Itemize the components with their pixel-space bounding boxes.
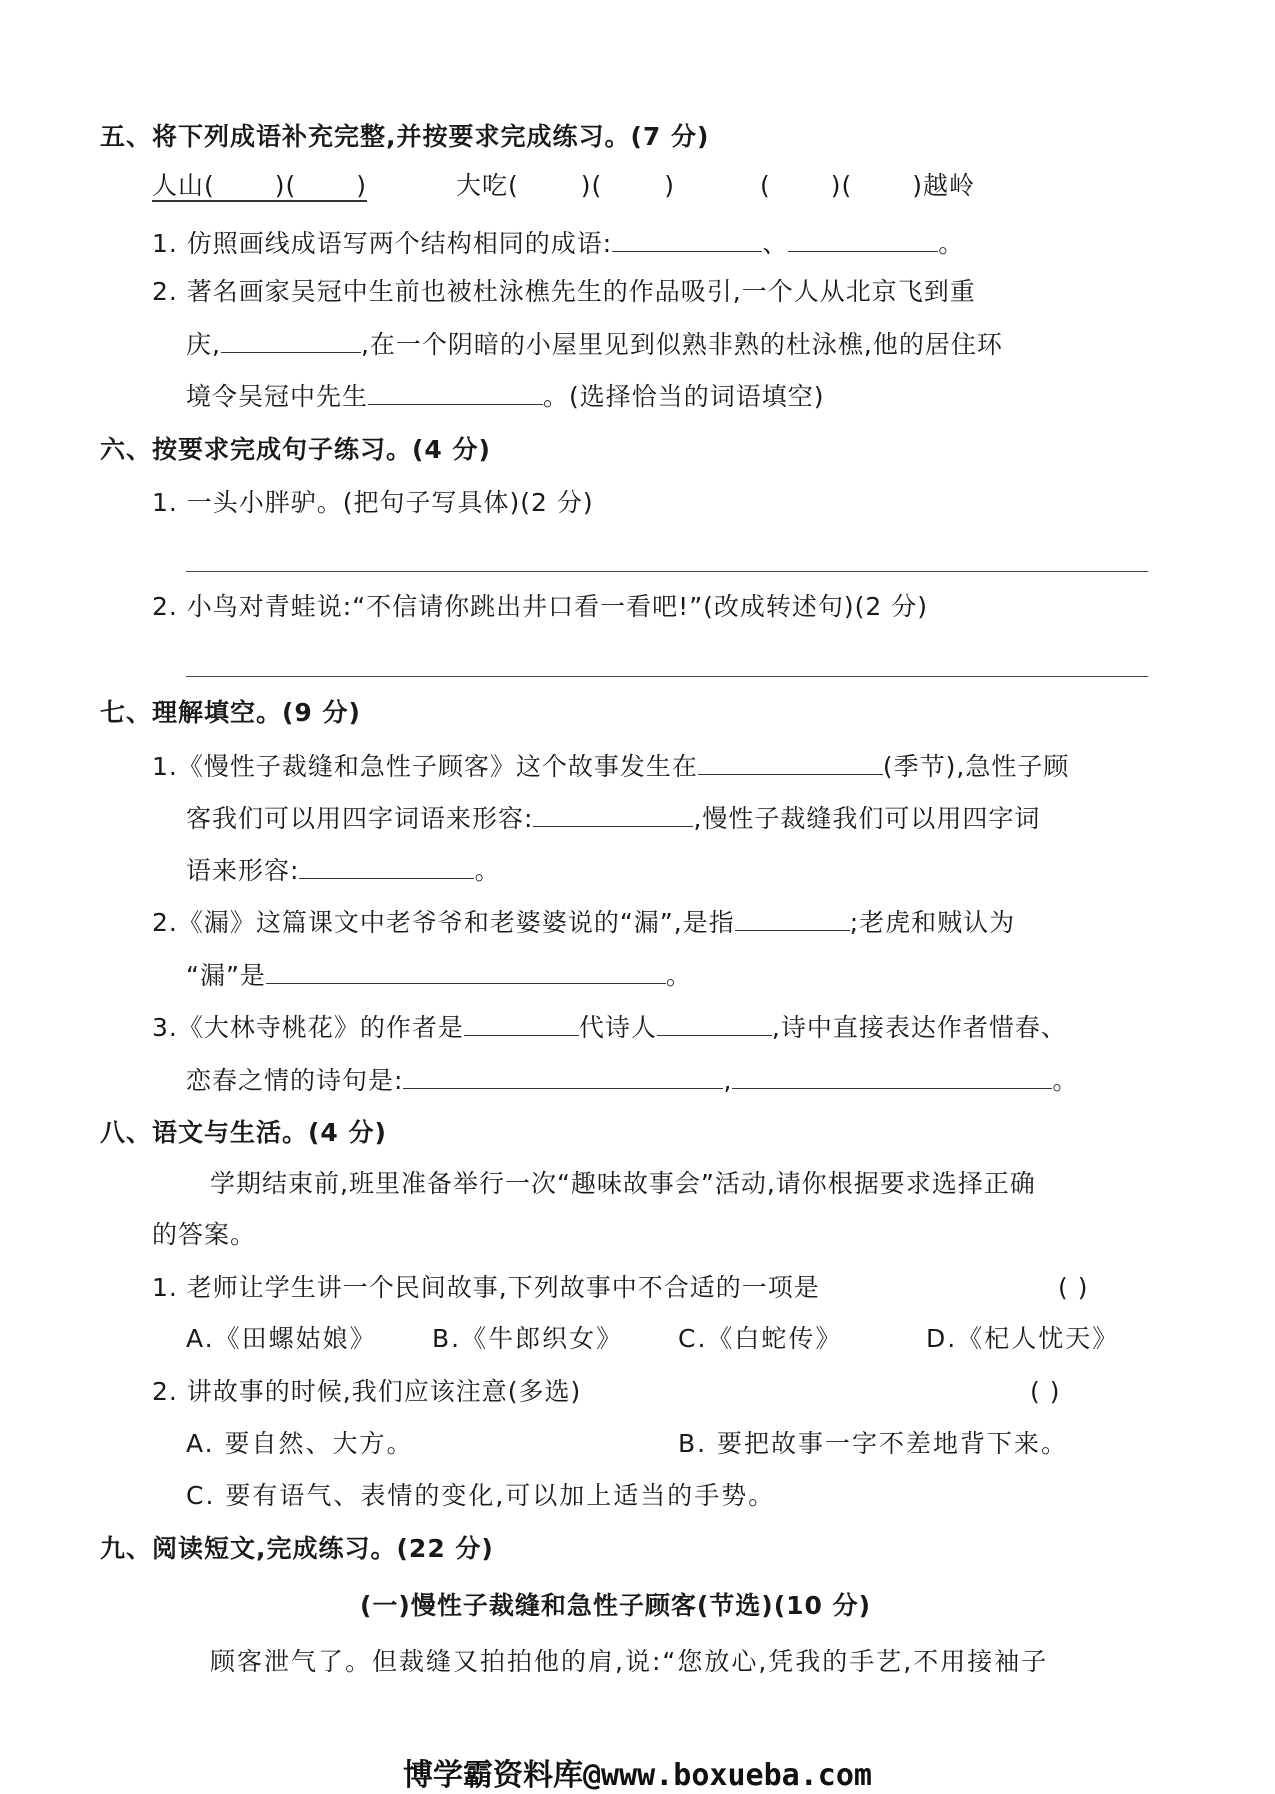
idiom-2: 大吃( )( ) [456, 171, 676, 200]
section8-q1: 1. 老师让学生讲一个民间故事,下列故事中不合适的一项是 [152, 1273, 820, 1302]
answer-blank[interactable] [657, 1011, 772, 1036]
answer-blank[interactable] [612, 227, 762, 252]
answer-blank[interactable] [299, 854, 474, 879]
section7-q2-line1: 2.《漏》这篇课文中老爷爷和老婆婆说的“漏”,是指 ;老虎和贼认为 [152, 908, 1016, 937]
section7-title: 七、理解填空。(9 分) [100, 698, 361, 727]
answer-blank[interactable] [403, 1064, 723, 1089]
section5-q2-line3: 境令吴冠中先生 。(选择恰当的词语填空) [186, 382, 825, 411]
answer-blank[interactable] [266, 959, 666, 984]
section5-title: 五、将下列成语补充完整,并按要求完成练习。(7 分) [100, 122, 710, 151]
section7-q1-line2: 客我们可以用四字词语来形容: ,慢性子裁缝我们可以用四字词 [186, 804, 1041, 833]
option-d[interactable]: D.《杞人忧天》 [926, 1324, 1120, 1353]
answer-blank[interactable] [368, 380, 543, 405]
section7-q1-line3: 语来形容: 。 [186, 856, 501, 885]
idiom-1 [152, 170, 367, 202]
section7-q2-line2: “漏”是 。 [186, 961, 692, 990]
answer-blank[interactable] [698, 750, 883, 775]
answer-paren[interactable]: ( ) [1030, 1377, 1061, 1406]
answer-blank[interactable] [732, 1064, 1052, 1089]
watermark: 博学霸资料库@www.boxueba.com [403, 1758, 872, 1793]
answer-blank[interactable] [221, 328, 361, 353]
section5-q2-line1: 2. 著名画家吴冠中生前也被杜泳樵先生的作品吸引,一个人从北京飞到重 [152, 277, 976, 306]
section8-q2: 2. 讲故事的时候,我们应该注意(多选) [152, 1377, 582, 1406]
passage-text: 顾客泄气了。但裁缝又拍拍他的肩,说:“您放心,凭我的手艺,不用接袖子 [210, 1647, 1049, 1676]
section6-title: 六、按要求完成句子练习。(4 分) [100, 435, 491, 464]
section8-intro-line2: 的答案。 [152, 1220, 257, 1249]
section8-title: 八、语文与生活。(4 分) [100, 1118, 387, 1147]
answer-blank[interactable] [735, 906, 850, 931]
option-c[interactable]: C.《白蛇传》 [678, 1324, 843, 1353]
answer-line[interactable] [186, 676, 1148, 677]
idiom-3: ( )( )越岭 [760, 171, 976, 200]
option-b[interactable]: B. 要把故事一字不差地背下来。 [678, 1429, 1069, 1458]
answer-paren[interactable]: ( ) [1058, 1273, 1089, 1302]
passage-title: (一)慢性子裁缝和急性子顾客(节选)(10 分) [360, 1591, 872, 1620]
idiom-1-underlined: 人山( )( ) [152, 171, 368, 200]
option-a[interactable]: A. 要自然、大方。 [186, 1429, 414, 1458]
section5-q1: 1. 仿照画线成语写两个结构相同的成语: 、 。 [152, 229, 965, 258]
section6-q2: 2. 小鸟对青蛙说:“不信请你跳出井口看一看吧!”(改成转述句)(2 分) [152, 592, 929, 621]
section7-q3-line1: 3.《大林寺桃花》的作者是 代诗人 ,诗中直接表达作者惜春、 [152, 1013, 1067, 1042]
section8-intro-line1: 学期结束前,班里准备举行一次“趣味故事会”活动,请你根据要求选择正确 [210, 1169, 1036, 1198]
option-b[interactable]: B.《牛郎织女》 [432, 1324, 624, 1353]
answer-line[interactable] [186, 571, 1148, 572]
section5-q2-line2: 庆, ,在一个阴暗的小屋里见到似熟非熟的杜泳樵,他的居住环 [186, 330, 1003, 359]
option-a[interactable]: A.《田螺姑娘》 [186, 1324, 377, 1353]
answer-blank[interactable] [788, 227, 938, 252]
answer-blank[interactable] [533, 802, 693, 827]
section7-q1-line1: 1.《慢性子裁缝和急性子顾客》这个故事发生在 (季节),急性子顾 [152, 752, 1070, 781]
section7-q3-line2: 恋春之情的诗句是: , 。 [186, 1066, 1079, 1095]
section9-title: 九、阅读短文,完成练习。(22 分) [100, 1534, 494, 1563]
option-c[interactable]: C. 要有语气、表情的变化,可以加上适当的手势。 [186, 1481, 776, 1510]
section6-q1: 1. 一头小胖驴。(把句子写具体)(2 分) [152, 488, 594, 517]
answer-blank[interactable] [464, 1011, 579, 1036]
